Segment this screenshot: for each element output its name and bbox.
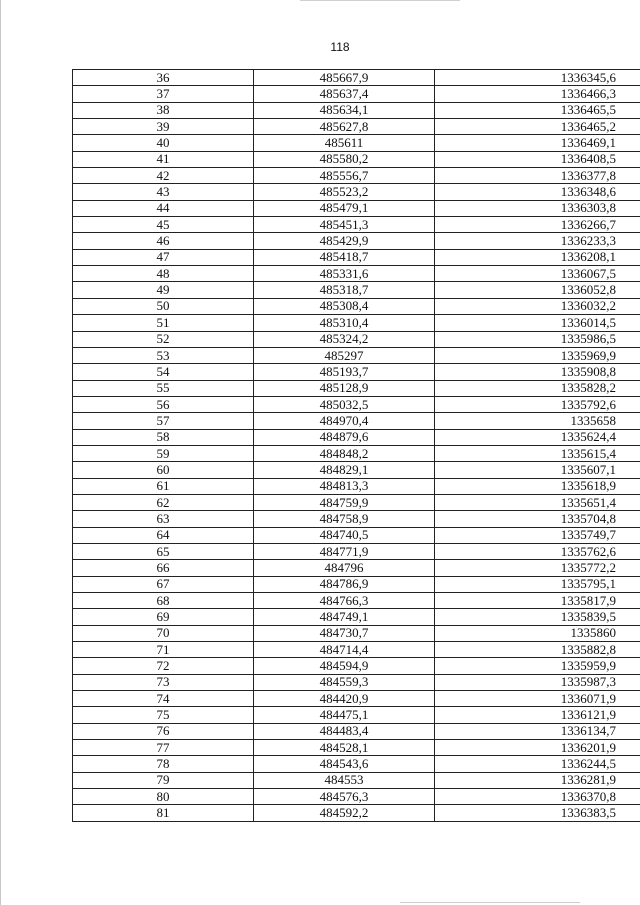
- y-coordinate-cell: 1336244,5: [435, 756, 640, 772]
- point-number-cell: 74: [73, 691, 254, 707]
- point-number-cell: 43: [73, 184, 254, 200]
- point-number-cell: 76: [73, 723, 254, 739]
- x-coordinate-cell: 484420,9: [254, 691, 435, 707]
- point-number-cell: 37: [73, 86, 254, 102]
- y-coordinate-cell: 1336465,5: [435, 102, 640, 118]
- x-coordinate-cell: 485297: [254, 347, 435, 363]
- y-coordinate-cell: 1336052,8: [435, 282, 640, 298]
- table-row: [73, 233, 640, 249]
- y-coordinate-cell: 1335959,9: [435, 658, 640, 674]
- table-row: [73, 756, 640, 772]
- table-row: [73, 315, 640, 331]
- x-coordinate-cell: 484813,3: [254, 478, 435, 494]
- table-row: [73, 168, 640, 184]
- y-coordinate-cell: 1335908,8: [435, 364, 640, 380]
- table-row: [73, 560, 640, 576]
- y-coordinate-cell: 1336067,5: [435, 266, 640, 282]
- table-row: [73, 445, 640, 461]
- point-number-cell: 59: [73, 445, 254, 461]
- x-coordinate-cell: 484594,9: [254, 658, 435, 674]
- x-coordinate-cell: 485032,5: [254, 396, 435, 412]
- point-number-cell: 46: [73, 233, 254, 249]
- y-coordinate-cell: 1335817,9: [435, 593, 640, 609]
- x-coordinate-cell: 485324,2: [254, 331, 435, 347]
- point-number-cell: 77: [73, 740, 254, 756]
- y-coordinate-cell: 1336348,6: [435, 184, 640, 200]
- point-number-cell: 64: [73, 527, 254, 543]
- y-coordinate-cell: 1336377,8: [435, 168, 640, 184]
- point-number-cell: 42: [73, 168, 254, 184]
- x-coordinate-cell: 485310,4: [254, 315, 435, 331]
- y-coordinate-cell: 1336134,7: [435, 723, 640, 739]
- x-coordinate-cell: 485128,9: [254, 380, 435, 396]
- x-coordinate-cell: 485318,7: [254, 282, 435, 298]
- y-coordinate-cell: 1336466,3: [435, 86, 640, 102]
- x-coordinate-cell: 485451,3: [254, 217, 435, 233]
- y-coordinate-cell: 1335828,2: [435, 380, 640, 396]
- table-row: [73, 380, 640, 396]
- x-coordinate-cell: 484771,9: [254, 543, 435, 559]
- y-coordinate-cell: 1335860: [435, 625, 640, 641]
- x-coordinate-cell: 485611: [254, 135, 435, 151]
- x-coordinate-cell: 484553: [254, 772, 435, 788]
- x-coordinate-cell: 485634,1: [254, 102, 435, 118]
- y-coordinate-cell: 1335969,9: [435, 347, 640, 363]
- y-coordinate-cell: 1335987,3: [435, 674, 640, 690]
- y-coordinate-cell: 1335624,4: [435, 429, 640, 445]
- point-number-cell: 49: [73, 282, 254, 298]
- table-row: [73, 151, 640, 167]
- point-number-cell: 71: [73, 642, 254, 658]
- x-coordinate-cell: 485667,9: [254, 70, 435, 86]
- table-row: [73, 413, 640, 429]
- x-coordinate-cell: 485523,2: [254, 184, 435, 200]
- x-coordinate-cell: 485308,4: [254, 298, 435, 314]
- y-coordinate-cell: 1336465,2: [435, 119, 640, 135]
- table-row: [73, 543, 640, 559]
- point-number-cell: 61: [73, 478, 254, 494]
- x-coordinate-cell: 484528,1: [254, 740, 435, 756]
- x-coordinate-cell: 484576,3: [254, 789, 435, 805]
- y-coordinate-cell: 1336233,3: [435, 233, 640, 249]
- y-coordinate-cell: 1335839,5: [435, 609, 640, 625]
- table-row: [73, 298, 640, 314]
- y-coordinate-cell: 1335749,7: [435, 527, 640, 543]
- x-coordinate-cell: 484740,5: [254, 527, 435, 543]
- x-coordinate-cell: 484970,4: [254, 413, 435, 429]
- x-coordinate-cell: 484592,2: [254, 805, 435, 821]
- point-number-cell: 63: [73, 511, 254, 527]
- y-coordinate-cell: 1336281,9: [435, 772, 640, 788]
- table-row: [73, 609, 640, 625]
- table-row: [73, 478, 640, 494]
- x-coordinate-cell: 484758,9: [254, 511, 435, 527]
- y-coordinate-cell: 1336345,6: [435, 70, 640, 86]
- table-row: [73, 789, 640, 805]
- table-row: [73, 511, 640, 527]
- y-coordinate-cell: 1335772,2: [435, 560, 640, 576]
- point-number-cell: 81: [73, 805, 254, 821]
- point-number-cell: 55: [73, 380, 254, 396]
- point-number-cell: 75: [73, 707, 254, 723]
- x-coordinate-cell: 484730,7: [254, 625, 435, 641]
- table-row: [73, 593, 640, 609]
- x-coordinate-cell: 485580,2: [254, 151, 435, 167]
- point-number-cell: 38: [73, 102, 254, 118]
- y-coordinate-cell: 1336408,5: [435, 151, 640, 167]
- y-coordinate-cell: 1336014,5: [435, 315, 640, 331]
- y-coordinate-cell: 1336383,5: [435, 805, 640, 821]
- table-row: [73, 429, 640, 445]
- point-number-cell: 50: [73, 298, 254, 314]
- point-number-cell: 66: [73, 560, 254, 576]
- point-number-cell: 78: [73, 756, 254, 772]
- page-number: 118: [330, 40, 350, 54]
- table-row: [73, 364, 640, 380]
- y-coordinate-cell: 1335762,6: [435, 543, 640, 559]
- y-coordinate-cell: 1336208,1: [435, 249, 640, 265]
- table-row: [73, 396, 640, 412]
- table-row: [73, 347, 640, 363]
- point-number-cell: 53: [73, 347, 254, 363]
- table-row: [73, 691, 640, 707]
- point-number-cell: 70: [73, 625, 254, 641]
- x-coordinate-cell: 484714,4: [254, 642, 435, 658]
- point-number-cell: 54: [73, 364, 254, 380]
- table-row: [73, 576, 640, 592]
- y-coordinate-cell: 1335658: [435, 413, 640, 429]
- table-row: [73, 674, 640, 690]
- point-number-cell: 68: [73, 593, 254, 609]
- y-coordinate-cell: 1335795,1: [435, 576, 640, 592]
- y-coordinate-cell: 1335618,9: [435, 478, 640, 494]
- y-coordinate-cell: 1336469,1: [435, 135, 640, 151]
- y-coordinate-cell: 1335651,4: [435, 494, 640, 510]
- x-coordinate-cell: 484759,9: [254, 494, 435, 510]
- x-coordinate-cell: 484796: [254, 560, 435, 576]
- y-coordinate-cell: 1336201,9: [435, 740, 640, 756]
- x-coordinate-cell: 485418,7: [254, 249, 435, 265]
- point-number-cell: 73: [73, 674, 254, 690]
- point-number-cell: 67: [73, 576, 254, 592]
- y-coordinate-cell: 1335882,8: [435, 642, 640, 658]
- x-coordinate-cell: 484786,9: [254, 576, 435, 592]
- table-row: [73, 102, 640, 118]
- table-row: [73, 217, 640, 233]
- x-coordinate-cell: 485429,9: [254, 233, 435, 249]
- table-row: [73, 707, 640, 723]
- table-row: [73, 772, 640, 788]
- table-row: [73, 642, 640, 658]
- y-coordinate-cell: 1335607,1: [435, 462, 640, 478]
- x-coordinate-cell: 485637,4: [254, 86, 435, 102]
- scan-bottom-mark: [400, 902, 580, 903]
- x-coordinate-cell: 484475,1: [254, 707, 435, 723]
- point-number-cell: 60: [73, 462, 254, 478]
- x-coordinate-cell: 484829,1: [254, 462, 435, 478]
- point-number-cell: 39: [73, 119, 254, 135]
- x-coordinate-cell: 485627,8: [254, 119, 435, 135]
- table-row: [73, 740, 640, 756]
- point-number-cell: 62: [73, 494, 254, 510]
- table-row: [73, 658, 640, 674]
- y-coordinate-cell: 1335986,5: [435, 331, 640, 347]
- x-coordinate-cell: 484766,3: [254, 593, 435, 609]
- point-number-cell: 56: [73, 396, 254, 412]
- table-row: [73, 723, 640, 739]
- x-coordinate-cell: 484543,6: [254, 756, 435, 772]
- point-number-cell: 69: [73, 609, 254, 625]
- y-coordinate-cell: 1336121,9: [435, 707, 640, 723]
- point-number-cell: 48: [73, 266, 254, 282]
- table-row: [73, 805, 640, 821]
- point-number-cell: 79: [73, 772, 254, 788]
- x-coordinate-cell: 485331,6: [254, 266, 435, 282]
- point-number-cell: 47: [73, 249, 254, 265]
- y-coordinate-cell: 1336370,8: [435, 789, 640, 805]
- x-coordinate-cell: 484749,1: [254, 609, 435, 625]
- point-number-cell: 72: [73, 658, 254, 674]
- point-number-cell: 57: [73, 413, 254, 429]
- y-coordinate-cell: 1335792,6: [435, 396, 640, 412]
- point-number-cell: 36: [73, 70, 254, 86]
- table-row: [73, 331, 640, 347]
- point-number-cell: 65: [73, 543, 254, 559]
- scan-left-edge: [0, 0, 1, 905]
- table-row: [73, 462, 640, 478]
- point-number-cell: 45: [73, 217, 254, 233]
- scan-top-mark: [300, 0, 460, 1]
- table-row: [73, 625, 640, 641]
- y-coordinate-cell: 1336032,2: [435, 298, 640, 314]
- table-row: [73, 70, 640, 86]
- point-number-cell: 58: [73, 429, 254, 445]
- point-number-cell: 51: [73, 315, 254, 331]
- x-coordinate-cell: 484848,2: [254, 445, 435, 461]
- table-row: [73, 86, 640, 102]
- point-number-cell: 41: [73, 151, 254, 167]
- point-number-cell: 52: [73, 331, 254, 347]
- y-coordinate-cell: 1336071,9: [435, 691, 640, 707]
- point-number-cell: 80: [73, 789, 254, 805]
- y-coordinate-cell: 1336303,8: [435, 200, 640, 216]
- table-row: [73, 266, 640, 282]
- table-row: [73, 119, 640, 135]
- x-coordinate-cell: 484879,6: [254, 429, 435, 445]
- y-coordinate-cell: 1335615,4: [435, 445, 640, 461]
- x-coordinate-cell: 484483,4: [254, 723, 435, 739]
- x-coordinate-cell: 485556,7: [254, 168, 435, 184]
- x-coordinate-cell: 484559,3: [254, 674, 435, 690]
- point-number-cell: 40: [73, 135, 254, 151]
- y-coordinate-cell: 1336266,7: [435, 217, 640, 233]
- point-number-cell: 44: [73, 200, 254, 216]
- y-coordinate-cell: 1335704,8: [435, 511, 640, 527]
- table-row: [73, 200, 640, 216]
- x-coordinate-cell: 485193,7: [254, 364, 435, 380]
- coordinates-table: [72, 69, 640, 822]
- table-row: [73, 249, 640, 265]
- table-row: [73, 527, 640, 543]
- table-row: [73, 282, 640, 298]
- table-row: [73, 184, 640, 200]
- table-row: [73, 494, 640, 510]
- table-row: [73, 135, 640, 151]
- x-coordinate-cell: 485479,1: [254, 200, 435, 216]
- coordinates-table-body: [73, 70, 640, 822]
